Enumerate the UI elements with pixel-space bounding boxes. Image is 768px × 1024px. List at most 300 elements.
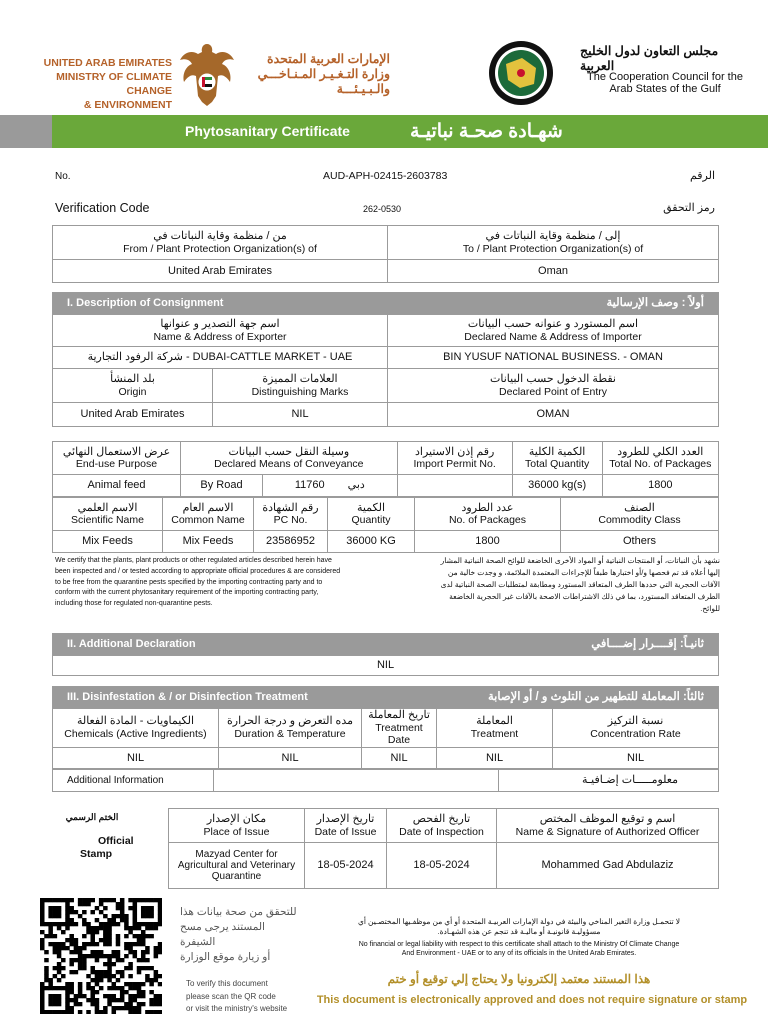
qr-module <box>44 934 49 938</box>
qr-module <box>154 926 159 930</box>
treatment-header <box>437 709 553 748</box>
qr-module <box>120 994 125 998</box>
place-header <box>169 809 305 843</box>
qr-module <box>90 898 95 902</box>
qr-module <box>116 942 121 946</box>
qr-module <box>53 986 58 990</box>
qr-module <box>40 982 45 986</box>
qr-module <box>69 1006 74 1010</box>
goods-table-2 <box>52 497 719 553</box>
qr-module <box>145 978 150 982</box>
qr-module <box>128 1010 133 1014</box>
qr-module <box>137 926 142 930</box>
qr-module <box>120 998 125 1002</box>
total-pkg-value: 1800 <box>602 475 718 497</box>
conveyance-label-ar: وسيلة النقل حسب البيانات <box>228 445 350 458</box>
qr-module <box>137 986 142 990</box>
qr-module <box>95 974 100 978</box>
qr-module <box>112 998 117 1002</box>
qr-module <box>107 926 112 930</box>
qr-module <box>124 942 129 946</box>
common-value: Mix Feeds <box>163 531 254 553</box>
chemicals-label: Chemicals (Active Ingredients) <box>64 727 207 740</box>
qr-module <box>141 990 146 994</box>
qr-module <box>120 986 125 990</box>
inspection-value: 18-05-2024 <box>387 843 497 889</box>
qr-module <box>116 998 121 1002</box>
qr-module <box>82 910 87 914</box>
qr-module <box>141 950 146 954</box>
total-qty-header <box>512 442 602 475</box>
qr-module <box>133 954 138 958</box>
qr-module <box>158 902 162 906</box>
additional-info-label: Additional Information <box>53 769 214 792</box>
qr-module <box>116 986 121 990</box>
qr-module <box>90 950 95 954</box>
qr-module <box>133 986 138 990</box>
qr-module <box>124 1006 129 1010</box>
qr-module <box>107 958 112 962</box>
qr-module <box>78 994 83 998</box>
ministry-name-en <box>22 56 172 112</box>
qr-module <box>120 1006 125 1010</box>
liability-en <box>318 940 720 958</box>
declaration-line: been inspected and / or tested according to appropriate official procedures & are considered <box>55 567 341 575</box>
organizations-table <box>52 225 719 283</box>
gcc-emblem-icon <box>488 40 554 106</box>
qr-module <box>128 906 133 910</box>
origin-label-ar: بلد المنشأ <box>110 373 155 385</box>
qr-module <box>107 962 112 966</box>
qr-module <box>133 910 138 914</box>
from-org-label-ar: من / منظمة وقاية النباتات في <box>153 230 287 242</box>
qr-module <box>69 998 74 1002</box>
qr-module <box>53 966 58 970</box>
qr-module <box>48 914 53 918</box>
chemicals-header <box>53 709 219 748</box>
liability-ar <box>318 917 720 937</box>
qr-module <box>137 958 142 962</box>
qr-module <box>82 942 87 946</box>
total-pkg-label-ar: العدد الكلي للطرود <box>617 445 704 458</box>
qr-module <box>141 1002 146 1006</box>
declaration-line: We certify that the plants, plant products or other regulated articles described herein have <box>55 557 332 564</box>
qr-module <box>90 966 95 970</box>
qr-module <box>69 898 74 902</box>
class-value: Others <box>561 531 719 553</box>
qr-module <box>40 898 45 902</box>
qr-module <box>103 1006 108 1010</box>
qr-module <box>149 982 154 986</box>
verification-value: 262-0530 <box>363 204 402 214</box>
concentration-header <box>553 709 719 748</box>
packages-label-ar: عدد الطرود <box>461 501 514 514</box>
qr-module <box>57 898 62 902</box>
qr-module <box>124 966 129 970</box>
qr-module <box>48 1010 53 1014</box>
chemicals-value: NIL <box>53 747 219 769</box>
electronic-approval-ar: هذا المستند معتمد إلكترونيا ولا يحتاج إلي توقيع أو ختم <box>387 972 651 986</box>
qr-module <box>61 942 66 946</box>
qr-module <box>65 946 70 950</box>
declaration-line: to be free from the quarantine pests specified by the importing contracting party and to <box>55 578 323 586</box>
qr-module <box>141 914 146 918</box>
marks-header <box>213 369 388 403</box>
qr-module <box>78 962 83 966</box>
qr-module <box>86 1010 91 1014</box>
qr-module <box>112 1010 117 1014</box>
qr-module <box>128 930 133 934</box>
qr-module <box>158 1002 162 1006</box>
qr-module <box>99 970 104 974</box>
qr-module <box>107 934 112 938</box>
qr-module <box>158 974 162 978</box>
qr-module <box>107 970 112 974</box>
qr-module <box>44 966 49 970</box>
qr-module <box>69 990 74 994</box>
qr-module <box>120 910 125 914</box>
qr-module <box>141 982 146 986</box>
permit-header <box>397 442 512 475</box>
qr-module <box>158 910 162 914</box>
exporter-value: شركة الرفود التجارية - DUBAI-CATTLE MARKET - UAE <box>53 347 388 369</box>
qr-module <box>74 946 79 950</box>
qr-module <box>154 1010 159 1014</box>
qr-module <box>107 998 112 1002</box>
additional-info-table <box>52 768 719 792</box>
qr-module <box>86 898 91 902</box>
qr-module <box>103 906 108 910</box>
entry-header <box>388 369 719 403</box>
qr-module <box>53 974 58 978</box>
concentration-value: NIL <box>553 747 719 769</box>
qr-module <box>78 982 83 986</box>
duration-header <box>219 709 362 748</box>
title-accent <box>0 115 52 148</box>
qr-module <box>82 954 87 958</box>
qr-module <box>53 1002 58 1006</box>
qr-module <box>124 1002 129 1006</box>
quantity-value: 36000 KG <box>328 531 415 553</box>
qr-module <box>103 914 108 918</box>
qr-module <box>116 938 121 942</box>
qr-module <box>137 934 142 938</box>
inspection-header <box>387 809 497 843</box>
qr-module <box>103 926 108 930</box>
qr-module <box>99 902 104 906</box>
importer-value: BIN YUSUF NATIONAL BUSINESS. - OMAN <box>388 347 719 369</box>
qr-module <box>90 934 95 938</box>
qr-module <box>133 942 138 946</box>
inspection-label-ar: تاريخ الفحص <box>412 813 471 825</box>
qr-module <box>107 994 112 998</box>
qr-module <box>95 958 100 962</box>
qr-module <box>154 922 159 926</box>
goods-table-1 <box>52 441 719 497</box>
liability-line: No financial or legal liability with respect to this certificate shall attach to the Ministry Of Climate Change <box>358 941 680 948</box>
importer-header <box>388 315 719 347</box>
qr-module <box>74 994 79 998</box>
qr-module <box>82 966 87 970</box>
qr-module <box>65 1010 70 1014</box>
qr-module <box>57 914 62 918</box>
qr-module <box>90 938 95 942</box>
qr-module <box>78 954 83 958</box>
qr-module <box>90 986 95 990</box>
qr-module <box>112 914 117 918</box>
qr-module <box>107 986 112 990</box>
qr-code-icon[interactable] <box>40 898 162 1014</box>
qr-module <box>82 958 87 962</box>
qr-module <box>65 922 70 926</box>
qr-module <box>95 998 100 1002</box>
treatment-table <box>52 686 719 770</box>
qr-module <box>40 914 45 918</box>
qr-module <box>112 982 117 986</box>
page-title-en: Phytosanitary Certificate <box>185 123 350 139</box>
qr-module <box>53 898 58 902</box>
additional-info-label-ar: معلومـــــات إضـافيـة <box>499 769 719 792</box>
qr-module <box>99 938 104 942</box>
qr-module <box>69 950 74 954</box>
qr-module <box>44 950 49 954</box>
qr-module <box>61 898 66 902</box>
qr-module <box>53 950 58 954</box>
qr-module <box>107 974 112 978</box>
qr-module <box>74 938 79 942</box>
qr-module <box>44 970 49 974</box>
total-qty-label: Total Quantity <box>525 458 590 470</box>
qr-module <box>65 926 70 930</box>
qr-module <box>137 994 142 998</box>
qr-module <box>112 986 117 990</box>
treatment-date-label: Treatment Date <box>375 721 423 746</box>
qr-module <box>74 998 79 1002</box>
permit-value <box>397 475 512 497</box>
qr-module <box>158 946 162 950</box>
qr-module <box>137 1006 142 1010</box>
treatment-date-header <box>362 709 437 748</box>
duration-label: Duration & Temperature <box>234 727 346 740</box>
declaration-line-ar: الطرف المتعاقد المستورد، بما في ذلك الاشتراطات الاصحة بالآفات غير الحجرية الخاضعة <box>449 592 720 601</box>
issue-date-label-ar: تاريخ الإصدار <box>316 813 375 825</box>
gcc-line: Arab States of the Gulf <box>609 82 721 95</box>
qr-module <box>133 934 138 938</box>
qr-module <box>112 922 117 926</box>
section2-title-en: II. Additional Declaration <box>67 638 196 650</box>
qr-module <box>154 954 159 958</box>
qr-module <box>103 934 108 938</box>
qr-module <box>112 974 117 978</box>
qr-module <box>53 906 58 910</box>
qr-module <box>86 954 91 958</box>
stamp-label-ar: الختم الرسمي <box>65 812 119 822</box>
qr-module <box>137 1002 142 1006</box>
officer-header <box>497 809 719 843</box>
qr-module <box>124 934 129 938</box>
qr-module <box>154 970 159 974</box>
qr-module <box>95 1006 100 1010</box>
qr-module <box>69 962 74 966</box>
qr-module <box>90 954 95 958</box>
qr-module <box>74 942 79 946</box>
page-title-ar: شهـادة صحـة نباتيـة <box>410 121 563 142</box>
section1-title-en: I. Description of Consignment <box>67 297 224 309</box>
additional-info-value <box>214 769 499 792</box>
qr-module <box>65 938 70 942</box>
qr-module <box>53 942 58 946</box>
section3-title-ar: ثالثاً: المعاملة للتطهير من التلوث و / أو الإصابة <box>488 691 704 703</box>
qr-module <box>44 922 49 926</box>
quantity-header <box>328 498 415 531</box>
qr-module <box>53 994 58 998</box>
qr-module <box>116 902 121 906</box>
qr-module <box>69 918 74 922</box>
section3-title-ar-cell <box>437 687 719 709</box>
qr-module <box>107 942 112 946</box>
qr-module <box>40 990 45 994</box>
qr-module <box>128 926 133 930</box>
qr-module <box>141 898 146 902</box>
ministry-line: & ENVIRONMENT <box>83 99 172 111</box>
officer-label: Name & Signature of Authorized Officer <box>515 825 700 838</box>
packages-header <box>415 498 561 531</box>
qr-module <box>69 938 74 942</box>
inspection-label: Date of Inspection <box>399 825 484 838</box>
qr-module <box>86 998 91 1002</box>
qr-module <box>137 970 142 974</box>
qr-module <box>154 950 159 954</box>
consignment-table <box>52 292 719 427</box>
qr-module <box>78 1002 83 1006</box>
qr-module <box>154 974 159 978</box>
qr-module <box>112 994 117 998</box>
ministry-line: MINISTRY OF CLIMATE CHANGE <box>56 71 172 97</box>
qr-module <box>48 942 53 946</box>
qr-module <box>65 914 70 918</box>
qr-module <box>86 982 91 986</box>
qr-module <box>40 902 45 906</box>
qr-module <box>48 1002 53 1006</box>
qr-text-ar <box>180 905 300 965</box>
qr-module <box>95 926 100 930</box>
qr-module <box>149 910 154 914</box>
qr-module <box>158 942 162 946</box>
qr-module <box>74 958 79 962</box>
qr-module <box>128 946 133 950</box>
qr-module <box>65 998 70 1002</box>
qr-module <box>90 990 95 994</box>
declaration-ar <box>398 555 720 615</box>
qr-module <box>124 914 129 918</box>
qr-module <box>154 946 159 950</box>
qr-module <box>61 974 66 978</box>
to-org-value: Oman <box>388 260 719 283</box>
treatment-label: Treatment <box>470 727 519 740</box>
officer-label-ar: اسم و توقيع الموظف المختص <box>539 813 676 825</box>
qr-module <box>149 914 154 918</box>
qr-module <box>57 954 62 958</box>
exporter-label-ar: اسم جهة التصدير و عنوانها <box>160 318 280 330</box>
declaration-line-ar: للوائح. <box>700 604 720 613</box>
qr-module <box>128 950 133 954</box>
treatment-value: NIL <box>437 747 553 769</box>
qr-module <box>149 926 154 930</box>
qr-module <box>48 910 53 914</box>
conveyance-ref-ar: دبي <box>347 479 365 491</box>
qr-line-ar: للتحقق من صحة بيانات هذا <box>180 906 297 918</box>
qr-module <box>158 906 162 910</box>
qr-module <box>128 942 133 946</box>
total-pkg-label: Total No. of Packages <box>609 458 712 470</box>
issue-date-label: Date of Issue <box>314 825 377 838</box>
qr-module <box>95 1010 100 1014</box>
to-org-header <box>388 226 719 260</box>
qr-module <box>133 918 138 922</box>
pc-value: 23586952 <box>254 531 328 553</box>
qr-module <box>65 902 70 906</box>
qr-module <box>116 958 121 962</box>
qr-module <box>48 922 53 926</box>
qr-module <box>128 966 133 970</box>
qr-module <box>90 930 95 934</box>
qr-module <box>86 974 91 978</box>
class-header <box>561 498 719 531</box>
qr-module <box>40 906 45 910</box>
qr-module <box>133 1006 138 1010</box>
from-org-header <box>53 226 388 260</box>
qr-module <box>78 966 83 970</box>
qr-module <box>90 910 95 914</box>
qr-module <box>103 898 108 902</box>
qr-module <box>137 942 142 946</box>
ministry-line: UNITED ARAB EMIRATES <box>43 57 172 69</box>
qr-module <box>40 938 45 942</box>
qr-module <box>90 970 95 974</box>
qr-module <box>53 914 58 918</box>
qr-module <box>90 978 95 982</box>
qr-module <box>133 982 138 986</box>
importer-label-ar: اسم المستورد و عنوانه حسب البيانات <box>467 318 639 330</box>
qr-module <box>154 994 159 998</box>
qr-module <box>137 922 142 926</box>
qr-module <box>61 1010 66 1014</box>
ministry-line-ar: والـبـيـئـــة <box>336 82 390 96</box>
qr-module <box>154 978 159 982</box>
qr-module <box>57 942 62 946</box>
declaration-line-ar: إليها أعلاه قد تم فحصها و/أو اختبارها طبقاً للإجراءات المعتمدة الملائمة، و وجدت خالية من <box>447 568 720 577</box>
electronic-approval-en: This document is electronically approved and does not require signature or stamp <box>316 994 748 1006</box>
qr-module <box>40 998 45 1002</box>
qr-module <box>103 942 108 946</box>
duration-value: NIL <box>219 747 362 769</box>
qr-module <box>128 982 133 986</box>
exporter-header <box>53 315 388 347</box>
qr-module <box>120 906 125 910</box>
qr-module <box>57 994 62 998</box>
qr-module <box>112 918 117 922</box>
qr-module <box>128 986 133 990</box>
qr-module <box>145 958 150 962</box>
section3-title-en: III. Disinfestation & / or Disinfection Treatment <box>67 691 308 703</box>
qr-module <box>124 946 129 950</box>
qr-module <box>65 994 70 998</box>
qr-module <box>57 970 62 974</box>
qr-module <box>74 910 79 914</box>
qr-module <box>44 986 49 990</box>
qr-module <box>128 974 133 978</box>
qr-module <box>48 998 53 1002</box>
